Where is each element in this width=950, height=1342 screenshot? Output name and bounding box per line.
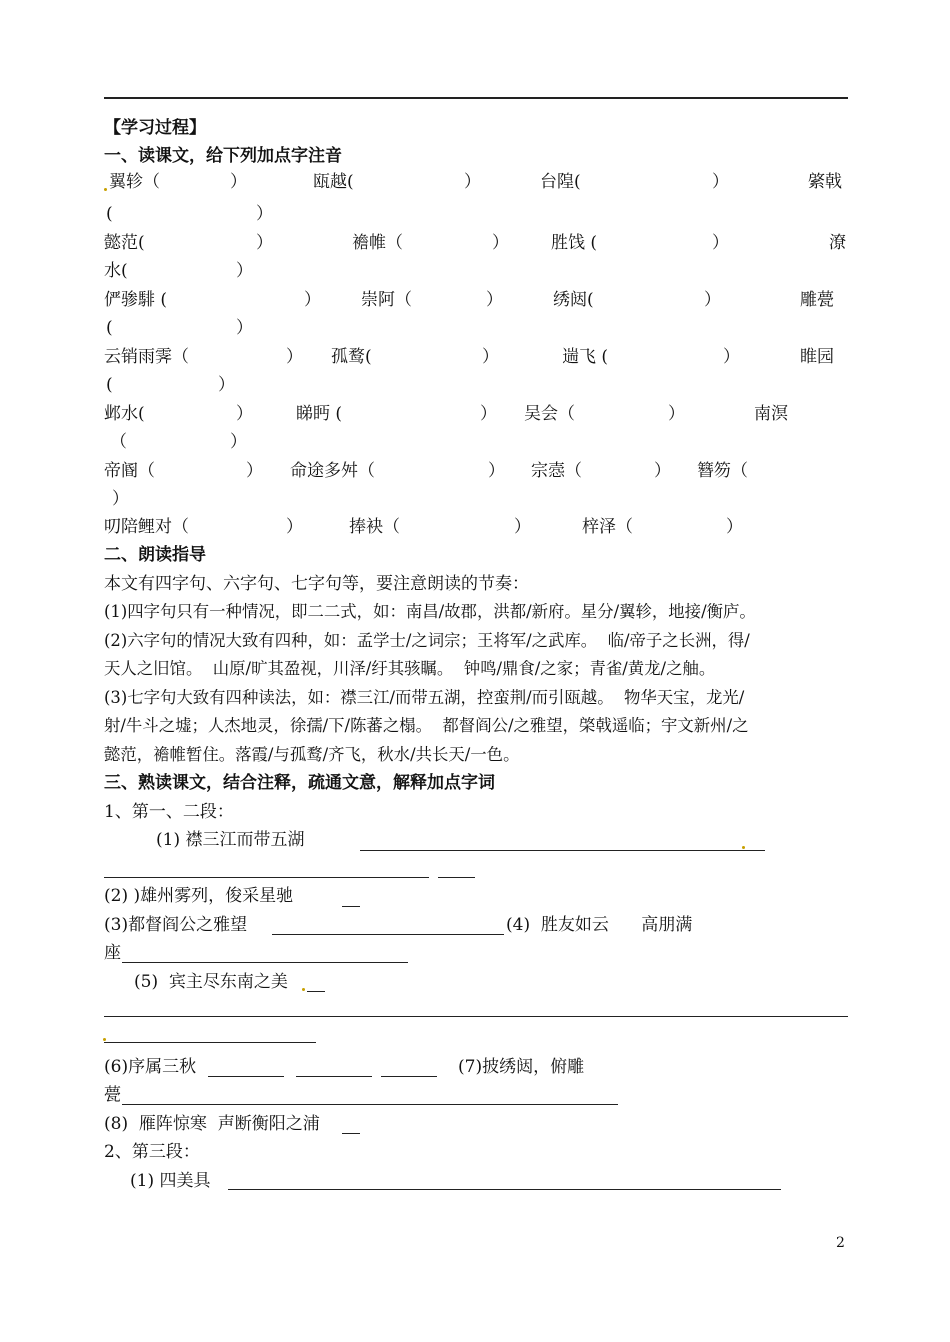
item-word: 云销雨霁（ [104, 347, 189, 367]
item-word: 胜饯 ( [551, 233, 598, 253]
item-close: ） [246, 461, 263, 481]
item-word: 潦 [829, 233, 846, 253]
answer-blank[interactable] [381, 1076, 437, 1077]
answer-blank[interactable] [104, 877, 429, 878]
item-word: 簪笏（ [697, 461, 748, 481]
answer-blank[interactable] [122, 1104, 618, 1105]
part2-line: 天人之旧馆。 山原/旷其盈视，川泽/纡其骇瞩。 钟鸣/鼎食/之家；青雀/黄龙/之舳。 [104, 659, 716, 678]
answer-blank[interactable] [360, 850, 765, 851]
item-close: ） [256, 233, 273, 253]
answer-blank[interactable] [296, 1076, 372, 1077]
item-word: 南溟 [754, 404, 788, 424]
section-label: 1、第一、二段： [104, 802, 234, 822]
item-close: ） [286, 517, 303, 537]
answer-blank[interactable] [104, 1016, 848, 1017]
section-title: 【学习过程】 [104, 118, 206, 138]
item-close: ） [514, 517, 531, 537]
part2-title: 二、朗读指导 [104, 545, 206, 565]
item-word: 懿范( [104, 233, 145, 253]
part2-line: 懿范，襜帷暂住。落霞/与孤鹜/齐飞，秋水/共长天/一色。 [104, 745, 520, 764]
page-number: 2 [836, 1235, 845, 1251]
question: (7)披绣闼，俯雕 [458, 1057, 585, 1077]
item-word: 叨陪鲤对（ [104, 517, 189, 537]
answer-blank[interactable] [208, 1076, 284, 1077]
item-close: ） [218, 375, 235, 395]
question: (5) 宾主尽东南之美 [134, 972, 288, 992]
part3-title: 三、熟读课文，结合注释，疏通文意，解释加点字词 [104, 773, 495, 793]
item-close: ） [256, 204, 273, 224]
answer-blank[interactable] [122, 962, 408, 963]
item-word: 孤鹜( [331, 347, 372, 367]
item-close: ） [482, 347, 499, 367]
emphasis-dot [302, 988, 305, 991]
item-word: 睇眄 ( [296, 404, 343, 424]
item-close: ） [236, 318, 253, 338]
question-cont: 甍 [104, 1085, 121, 1105]
item-word: 绣闼( [553, 290, 594, 310]
item-close: ） [230, 432, 247, 452]
item-close: ） [712, 172, 729, 192]
item-word: 捧袂（ [349, 517, 400, 537]
item-close: ） [464, 172, 481, 192]
question: (1) 四美具 [130, 1171, 211, 1191]
part2-intro: 本文有四字句、六字句、七字句等，要注意朗读的节奏： [104, 574, 529, 594]
item-word: 邺水( [104, 404, 145, 424]
item-word: 吴会（ [524, 404, 575, 424]
item-word: 帝阍（ [104, 461, 155, 481]
item-close: ） [668, 404, 685, 424]
item-close: ） [236, 261, 253, 281]
answer-blank[interactable] [342, 1133, 360, 1134]
part2-line: (3)七字句大致有四种读法，如：襟三江/而带五湖，控蛮荆/而引瓯越。 物华天宝，龙光/ [104, 688, 745, 707]
part2-line: (2)六字句的情况大致有四种，如：孟学士/之词宗；王将军/之武库。 临/帝子之长洲，得/ [104, 631, 750, 650]
item-word: 瓯越( [313, 172, 354, 192]
item-close: ） [488, 461, 505, 481]
item-close: ） [286, 347, 303, 367]
question: (8) 雁阵惊寒 声断衡阳之浦 [104, 1114, 320, 1134]
item-cont: 水( [104, 261, 128, 281]
item-open: （ [110, 432, 127, 452]
item-close: ） [712, 233, 729, 253]
item-close: ） [236, 404, 253, 424]
item-word: 崇阿（ [361, 290, 412, 310]
item-close: ） [230, 172, 247, 192]
item-open: ( [106, 375, 113, 395]
answer-blank[interactable] [228, 1189, 781, 1190]
section-label: 2、第三段： [104, 1142, 200, 1162]
answer-blank[interactable] [342, 906, 360, 907]
question-cont: 座 [104, 943, 121, 963]
item-word: 台隍( [540, 172, 581, 192]
question: (2) )雄州雾列，俊采星驰 [104, 886, 294, 906]
answer-blank[interactable] [272, 934, 504, 935]
item-word: 綮戟 [808, 172, 842, 192]
item-word: 遄飞 ( [562, 347, 609, 367]
item-close: ） [486, 290, 503, 310]
item-close: ） [492, 233, 509, 253]
emphasis-dot [103, 1038, 106, 1041]
answer-blank[interactable] [307, 991, 325, 992]
item-word: 襜帷（ [352, 233, 403, 253]
question: (1) 襟三江而带五湖 [156, 830, 305, 850]
item-open: ( [106, 318, 113, 338]
question: (6)序属三秋 [104, 1057, 197, 1077]
item-word: 睢园 [800, 347, 834, 367]
item-word: 雕甍 [800, 290, 834, 310]
answer-blank[interactable] [104, 1042, 316, 1043]
emphasis-dot [104, 188, 107, 191]
item-open: ( [106, 204, 113, 224]
question: (3)都督阎公之雅望 [104, 915, 248, 935]
item-word: 翼轸（ [109, 172, 160, 192]
emphasis-dot [742, 846, 745, 849]
question: (4) 胜友如云 高朋满 [506, 915, 693, 935]
part2-line: 射/牛斗之墟；人杰地灵，徐孺/下/陈蕃之榻。 都督阎公/之雅望，棨戟遥临；宇文新州/之 [104, 716, 749, 735]
item-close: ） [112, 489, 129, 509]
answer-blank[interactable] [438, 877, 475, 878]
item-close: ） [480, 404, 497, 424]
item-close: ） [654, 461, 671, 481]
item-close: ） [704, 290, 721, 310]
header-rule [104, 97, 848, 99]
item-close: ） [726, 517, 743, 537]
item-word: 梓泽（ [582, 517, 633, 537]
item-close: ） [304, 290, 321, 310]
item-word: 俨骖騑 ( [104, 290, 168, 310]
part2-line: (1)四字句只有一种情况，即二二式，如：南昌/故郡，洪都/新府。星分/翼轸，地接/衡庐。 [104, 602, 756, 621]
item-word: 命途多舛（ [290, 461, 375, 481]
item-word: 宗悫（ [531, 461, 582, 481]
item-close: ） [723, 347, 740, 367]
part1-title: 一、读课文，给下列加点字注音 [104, 146, 342, 166]
